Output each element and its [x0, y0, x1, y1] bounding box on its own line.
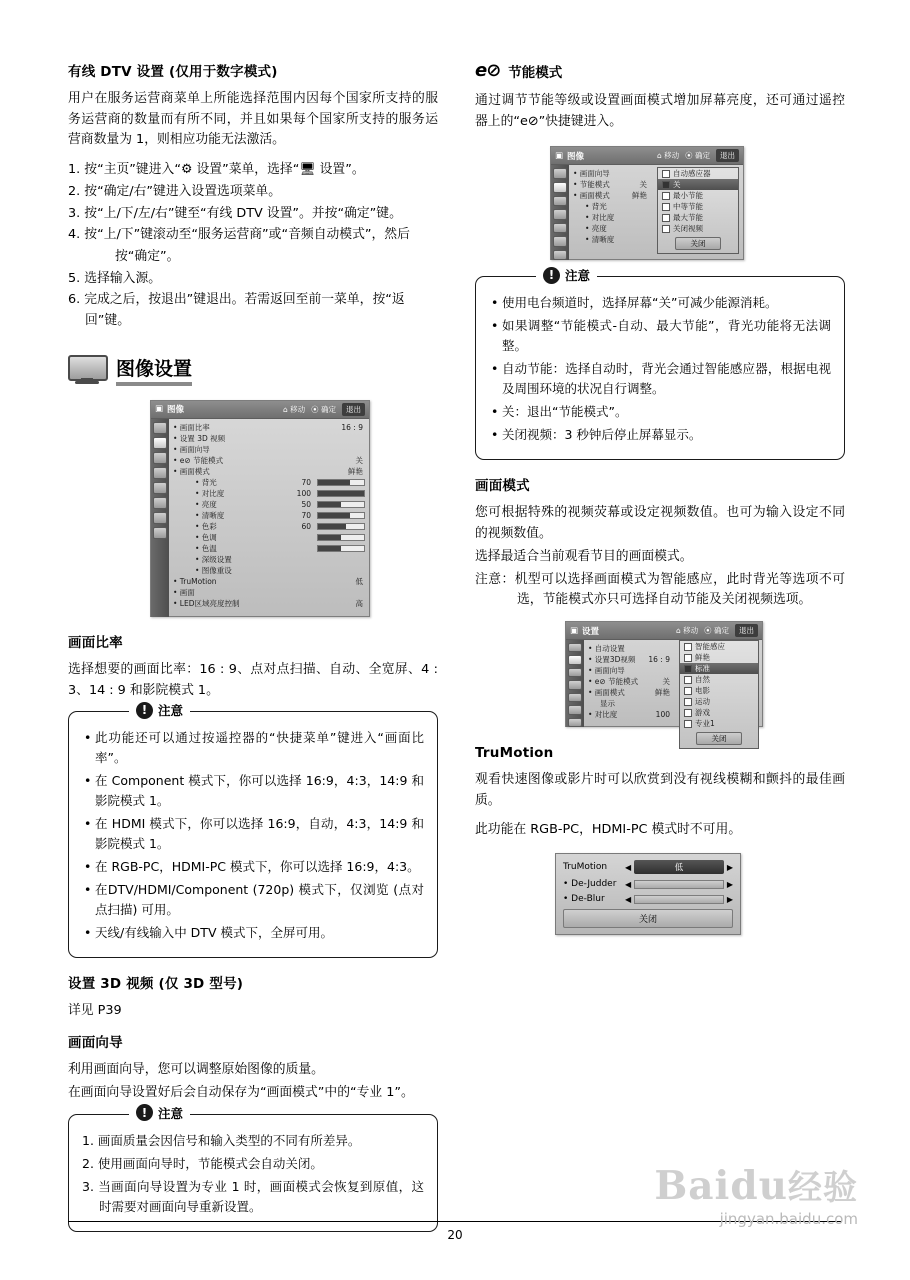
exclamation-icon: ! [136, 1104, 153, 1121]
submenu-item-label: 最小节能 [673, 191, 703, 201]
watermark-brand-cn: 经验 [788, 1168, 858, 1208]
osd-row-key: • 画面模式 [588, 688, 625, 698]
submenu-item-label: 自然 [695, 675, 710, 685]
osd-row-key: • e⊘ 节能模式 [173, 455, 224, 465]
osd-row-key: • 对比度 [588, 710, 618, 720]
section-heading-picture-mode: 画面模式 [475, 478, 530, 495]
osd-row-key: • 亮度 [195, 499, 217, 509]
osd-row [588, 676, 672, 687]
note-box-guide [68, 1105, 438, 1232]
watermark-url: jingyan.baidu.com [719, 1210, 858, 1228]
osd-row [173, 598, 365, 609]
osd-row [173, 444, 365, 455]
osd-icon-rail [566, 640, 584, 727]
osd-row-value: 16 : 9 [341, 422, 363, 432]
osd-row [573, 223, 649, 234]
osd-row-value: 16 : 9 [648, 655, 670, 665]
osd-row [173, 488, 365, 499]
exclamation-icon: ! [543, 267, 560, 284]
left-arrow-icon[interactable]: ◀ [625, 862, 632, 872]
list-item: • 使用电台频道时，选择屏幕“关”可减少能源消耗。 [489, 293, 831, 313]
rail-icon-input[interactable] [153, 422, 167, 434]
de-blur-slider[interactable] [634, 895, 724, 904]
checkbox-icon[interactable] [662, 225, 670, 233]
osd-row-key: • 对比度 [195, 488, 225, 498]
list-item: • 关闭视频：3 秒钟后停止屏幕显示。 [489, 425, 831, 445]
submenu-item[interactable] [680, 652, 758, 663]
osd-row-key: • 画面模式 [173, 466, 210, 476]
note-list [82, 1131, 424, 1217]
osd-title-bar [566, 622, 762, 640]
rail-icon-audio[interactable] [153, 452, 167, 464]
osd-row [573, 190, 649, 201]
osd-row-key: • 画面向导 [588, 666, 625, 676]
osd-title-label: 图像 [567, 151, 585, 162]
dtv-steps-list [68, 160, 438, 332]
checkbox-icon[interactable] [662, 214, 670, 222]
note-header [129, 1104, 190, 1122]
osd-row [588, 709, 672, 720]
osd-row-key: • 画面比率 [173, 422, 210, 432]
eco-heading-label: 节能模式 [508, 64, 563, 81]
list-item: 5. 选择输入源。 [68, 270, 162, 286]
osd-row-value: 鲜艳 [348, 466, 363, 476]
osd-row-value: 关 [355, 455, 363, 465]
rail-icon-support[interactable] [553, 250, 567, 261]
rail-icon-time[interactable] [568, 680, 582, 689]
checkbox-icon[interactable] [684, 676, 692, 684]
rail-icon-option[interactable] [568, 705, 582, 714]
osd-row-value: 低 [355, 576, 363, 586]
note-box-eco [475, 268, 845, 460]
checkbox-icon[interactable] [684, 643, 692, 651]
note-label: 注意 [158, 1105, 184, 1121]
submenu-item[interactable] [680, 718, 758, 729]
right-column [475, 60, 845, 935]
osd-row-key: • 色彩 [195, 521, 217, 531]
submenu-item-label: 中等节能 [673, 202, 703, 212]
osd-row [588, 665, 672, 676]
trumotion-value-row [563, 860, 733, 874]
picture-settings-heading [68, 354, 438, 386]
section-heading-ratio: 画面比率 [68, 634, 123, 651]
osd-slider[interactable] [317, 479, 365, 486]
right-arrow-icon[interactable]: ▶ [726, 894, 733, 904]
osd-move-hint: ⌂ 移动 [675, 626, 699, 636]
rail-icon-picture[interactable] [553, 182, 567, 193]
osd-ok-hint: ⦿ 确定 [685, 151, 710, 161]
osd-move-hint: ⌂ 移动 [656, 151, 680, 161]
list-item: • 在 RGB-PC，HDMI-PC 模式下，你可以选择 16:9，4:3。 [82, 857, 424, 877]
osd-row [173, 433, 365, 444]
note-box-ratio [68, 703, 438, 958]
osd-submenu-picture-mode [679, 640, 759, 749]
osd-row [173, 532, 365, 543]
watermark-brand [654, 1163, 858, 1209]
osd-picture-mode-menu [565, 621, 763, 744]
osd-row-value: 高 [355, 598, 363, 608]
osd-row [588, 687, 672, 698]
rail-icon-time[interactable] [553, 209, 567, 220]
de-judder-label: • De-Judder [563, 879, 617, 890]
submenu-item-label: 关闭视频 [673, 224, 703, 234]
watermark [654, 1163, 858, 1228]
list-item: • 如果调整“节能模式-自动、最大节能”，背光功能将无法调整。 [489, 316, 831, 356]
osd-row-value: 100 [655, 710, 670, 720]
osd-row-key: • LED区域亮度控制 [173, 598, 240, 608]
osd-row-key: • 画面向导 [173, 444, 210, 454]
rail-icon-audio[interactable] [568, 668, 582, 677]
osd-window-icon: ▣ [555, 150, 564, 161]
trumotion-panel-label: TruMotion [563, 862, 608, 873]
submenu-item[interactable] [680, 641, 758, 652]
osd-row [573, 179, 649, 190]
left-arrow-icon[interactable]: ◀ [625, 894, 632, 904]
list-item: 1. 画面质量会因信号和输入类型的不同有所差异。 [82, 1132, 361, 1148]
list-item: 2. 使用画面向导时，节能模式会自动关闭。 [82, 1155, 323, 1171]
rail-icon-picture[interactable] [153, 437, 167, 449]
rail-icon-lock[interactable] [153, 482, 167, 494]
osd-row [588, 698, 672, 709]
osd-row [173, 521, 365, 532]
list-item: 4. 按“上/下”键滚动至“服务运营商”或“音频自动模式”，然后 [68, 227, 410, 243]
osd-slider[interactable] [317, 534, 365, 541]
picture-mode-body-3: 注意：机型可以选择画面模式为智能感应，此时背光等选项不可选，节能模式亦只可选择自动节能及关闭视频选项。 [475, 571, 845, 608]
osd-exit-button[interactable]: 退出 [342, 403, 365, 416]
de-blur-row [563, 894, 733, 904]
submenu-item-label: 智能感应 [695, 642, 725, 652]
section-heading-3d: 设置 3D 视频 (仅 3D 型号) [68, 976, 244, 993]
osd-slider[interactable] [317, 501, 365, 508]
osd-exit-button[interactable]: 退出 [716, 149, 739, 162]
list-item: • 天线/有线输入中 DTV 模式下，全屏可用。 [82, 923, 424, 943]
osd-window-icon: ▣ [570, 625, 579, 636]
picture-mode-body-2: 选择最适合当前观看节目的画面模式。 [475, 548, 693, 564]
osd-row-key: • 深级设置 [195, 554, 232, 564]
osd-row [173, 554, 365, 565]
osd-row-key: • 亮度 [585, 224, 607, 234]
list-item: • 此功能还可以通过按遥控器的“快捷菜单”键进入“画面比率”。 [82, 728, 424, 768]
submenu-item-label: 电影 [695, 686, 710, 696]
osd-row-key: • 画面向导 [573, 169, 610, 179]
list-item: • 在 Component 模式下，你可以选择 16:9，4:3，14:9 和影院模式 1。 [82, 771, 424, 811]
osd-row [173, 477, 365, 488]
osd-row [173, 576, 365, 587]
note-list [489, 293, 831, 445]
osd-row [173, 422, 365, 433]
rail-icon-lock[interactable] [568, 693, 582, 702]
osd-icon-rail [551, 165, 569, 260]
rail-icon-input[interactable] [568, 643, 582, 652]
checkbox-icon[interactable] [684, 687, 692, 695]
osd-row [173, 565, 365, 576]
list-item: • 自动节能：选择自动时，背光会通过智能感应器，根据电视及周围环境的状况自行调整。 [489, 359, 831, 399]
left-column [68, 60, 438, 1246]
osd-picture-menu [150, 400, 370, 617]
osd-row-key: • e⊘ 节能模式 [588, 677, 639, 687]
exclamation-icon: ! [136, 702, 153, 719]
page-number: 20 [447, 1228, 463, 1242]
osd-row-value: 关 [662, 677, 670, 687]
list-item: • 关：退出“节能模式”。 [489, 402, 831, 422]
osd-eco-menu [550, 146, 744, 260]
submenu-item[interactable] [680, 707, 758, 718]
list-item: 2. 按“确定/右”键进入设置选项菜单。 [68, 183, 282, 199]
submenu-item[interactable] [658, 201, 738, 212]
osd-row [573, 201, 649, 212]
checkbox-icon[interactable] [684, 665, 692, 673]
osd-row-key: • 画面模式 [573, 191, 610, 201]
osd-menu-rows [584, 640, 676, 727]
osd-row [173, 543, 365, 554]
osd-window-icon: ▣ [155, 404, 164, 415]
submenu-item[interactable] [658, 212, 738, 223]
osd-close-button[interactable]: 关闭 [696, 732, 742, 745]
submenu-item-label: 游戏 [695, 708, 710, 718]
osd-row [173, 587, 365, 598]
submenu-item[interactable] [680, 696, 758, 707]
guide-body-2: 在画面向导设置好后会自动保存为“画面模式”中的“专业 1”。 [68, 1084, 414, 1100]
rail-icon-lock[interactable] [553, 223, 567, 234]
rail-icon-option[interactable] [553, 236, 567, 247]
ratio-body-text: 选择想要的画面比率：16 : 9、点对点扫描、自动、全宽屏、4 : 3、14 : 9 和影院模式 1。 [68, 661, 438, 698]
right-arrow-icon[interactable]: ▶ [726, 862, 733, 872]
checkbox-icon[interactable] [684, 720, 692, 728]
list-item: 6. 完成之后，按退出”键退出。若需返回至前一菜单，按“返回”键。 [68, 292, 405, 329]
osd-row-value: 鲜艳 [655, 688, 670, 698]
note-header [129, 701, 190, 719]
list-item: • 在DTV/HDMI/Component (720p) 模式下，仅浏览 (点对点扫描) 可用。 [82, 880, 424, 920]
osd-title-bar [151, 401, 369, 419]
osd-row-value: 100 [296, 488, 311, 498]
note-label: 注意 [565, 268, 591, 284]
osd-row-value: 关 [639, 180, 647, 190]
osd-row-key: • 色温 [195, 543, 217, 553]
osd-row-key: • TruMotion [173, 576, 217, 586]
osd-row-key: • 自动设置 [588, 644, 625, 654]
osd-icon-rail [151, 419, 169, 617]
de-judder-slider[interactable] [634, 880, 724, 889]
de-blur-label: • De-Blur [563, 894, 605, 905]
osd-slider[interactable] [317, 512, 365, 519]
osd-slider[interactable] [317, 523, 365, 530]
checkbox-icon[interactable] [662, 203, 670, 211]
osd-row [573, 168, 649, 179]
osd-row-key: • 节能模式 [573, 180, 610, 190]
osd-row-key: 显示 [600, 699, 615, 709]
checkbox-icon[interactable] [662, 170, 670, 178]
submenu-item-label: 运动 [695, 697, 710, 707]
submenu-item-label: 专业1 [695, 719, 715, 729]
osd-row-value: 鲜艳 [632, 191, 647, 201]
note-list [82, 728, 424, 943]
osd-row-key: • 清晰度 [195, 510, 225, 520]
osd-row [173, 499, 365, 510]
osd-row-key: • 色调 [195, 532, 217, 542]
osd-row-key: • 图像重设 [195, 565, 232, 575]
eco-heading [475, 60, 845, 81]
rail-icon-audio[interactable] [553, 196, 567, 207]
watermark-brand-text: Baidu [654, 1163, 788, 1209]
osd-ok-hint: ⦿ 确定 [704, 626, 729, 636]
osd-row-key: • 对比度 [585, 213, 615, 223]
note-label: 注意 [158, 703, 184, 719]
osd-menu-rows [169, 419, 369, 617]
osd-row [588, 643, 672, 654]
osd-slider[interactable] [317, 490, 365, 497]
submenu-item[interactable] [658, 179, 738, 190]
section-heading-guide: 画面向导 [68, 1035, 123, 1052]
osd-row-key: • 设置3D视频 [588, 655, 636, 665]
submenu-item[interactable] [658, 168, 738, 179]
submenu-item-label: 最大节能 [673, 213, 703, 223]
dtv-intro-text: 用户在服务运营商菜单上所能选择范围内因每个国家所支持的服务运营商的数量而有所不同，并且如果每个国家所支持的服务运营商数量为 1，则相应功能无法激活。 [68, 91, 438, 148]
rail-icon-option[interactable] [153, 497, 167, 509]
osd-title-label: 设置 [582, 626, 600, 637]
osd-row-key: • 背光 [585, 202, 607, 212]
trumotion-value[interactable]: 低 [634, 860, 724, 874]
osd-row [173, 466, 365, 477]
checkbox-icon[interactable] [684, 709, 692, 717]
picture-settings-heading-label: 图像设置 [116, 354, 192, 386]
list-item: 按“确定”。 [115, 249, 180, 265]
trumotion-panel [555, 853, 741, 935]
osd-row [173, 510, 365, 521]
submenu-item-label: 自动感应器 [673, 169, 711, 179]
guide-body-1: 利用画面向导，您可以调整原始图像的质量。 [68, 1062, 324, 1078]
osd-row-key: • 背光 [195, 477, 217, 487]
trumotion-close-button[interactable]: 关闭 [563, 909, 733, 928]
checkbox-icon[interactable] [684, 654, 692, 662]
osd-row [588, 654, 672, 665]
osd-ok-hint: ⦿ 确定 [311, 404, 336, 414]
osd-menu-rows [569, 165, 653, 260]
left-arrow-icon[interactable]: ◀ [625, 879, 632, 889]
right-arrow-icon[interactable]: ▶ [726, 879, 733, 889]
submenu-item-label: 关 [673, 180, 681, 190]
monitor-icon [68, 355, 106, 385]
osd-row-key: • 画面 [173, 587, 195, 597]
section-heading-trumotion: TruMotion [475, 745, 554, 762]
osd-row-value: 70 [301, 510, 311, 520]
trumotion-body-2: 此功能在 RGB-PC，HDMI-PC 模式时不可用。 [475, 822, 742, 838]
note-header [536, 266, 597, 284]
submenu-item[interactable] [680, 685, 758, 696]
osd-row [573, 212, 649, 223]
checkbox-icon[interactable] [662, 192, 670, 200]
submenu-item[interactable] [658, 190, 738, 201]
osd-row-value: 70 [301, 477, 311, 487]
osd-close-button[interactable]: 关闭 [675, 237, 721, 250]
osd-row [173, 455, 365, 466]
osd-title-bar [551, 147, 743, 165]
rail-icon-time[interactable] [153, 467, 167, 479]
video3d-body-text: 详见 P39 [68, 1003, 122, 1019]
section-heading-dtv: 有线 DTV 设置 (仅用于数字模式) [68, 64, 278, 80]
osd-submenu-eco [657, 167, 739, 254]
submenu-item-label: 鲜艳 [695, 653, 710, 663]
rail-icon-support[interactable] [568, 718, 582, 727]
list-item: 1. 按“主页”键进入“⚙ 设置”菜单，选择“🖥 设置”。 [68, 162, 365, 178]
eco-body-text: 通过调节节能等级或设置画面模式增加屏幕亮度，还可通过遥控器上的“e⊘”快捷键进入。 [475, 93, 845, 129]
osd-title-label: 图像 [167, 405, 185, 416]
trumotion-body-1: 观看快速图像或影片时可以欣赏到没有视线模糊和颤抖的最佳画质。 [475, 772, 845, 808]
submenu-item-label: 标准 [695, 664, 710, 674]
osd-row [573, 234, 649, 245]
list-item: 3. 按“上/下/左/右”键至“有线 DTV 设置”。并按“确定”键。 [68, 205, 402, 221]
osd-exit-button[interactable]: 退出 [735, 624, 758, 637]
submenu-item[interactable] [658, 223, 738, 234]
osd-row-key: • 清晰度 [585, 235, 615, 245]
list-item: 3. 当画面向导设置为专业 1 时，画面模式会恢复到原值，这时需要对画面向导重新设置。 [82, 1178, 424, 1214]
eco-logo-icon: e⊘ [475, 60, 501, 81]
rail-icon-network[interactable] [153, 512, 167, 524]
picture-mode-body-1: 您可根据特殊的视频荧幕或设定视频数值。也可为输入设定不同的视频数值。 [475, 505, 845, 542]
submenu-item[interactable] [680, 674, 758, 685]
submenu-item[interactable] [680, 663, 758, 674]
list-item: • 在 HDMI 模式下，你可以选择 16:9，自动，4:3，14:9 和影院模式 1。 [82, 814, 424, 854]
rail-icon-input[interactable] [553, 168, 567, 179]
osd-slider[interactable] [317, 545, 365, 552]
osd-row-value: 50 [301, 499, 311, 509]
checkbox-icon[interactable] [662, 181, 670, 189]
checkbox-icon[interactable] [684, 698, 692, 706]
de-judder-row [563, 879, 733, 889]
osd-move-hint: ⌂ 移动 [282, 404, 306, 414]
osd-row-value: 60 [301, 521, 311, 531]
rail-icon-support[interactable] [153, 527, 167, 539]
rail-icon-picture[interactable] [568, 655, 582, 664]
osd-row-key: • 设置 3D 视频 [173, 433, 226, 443]
